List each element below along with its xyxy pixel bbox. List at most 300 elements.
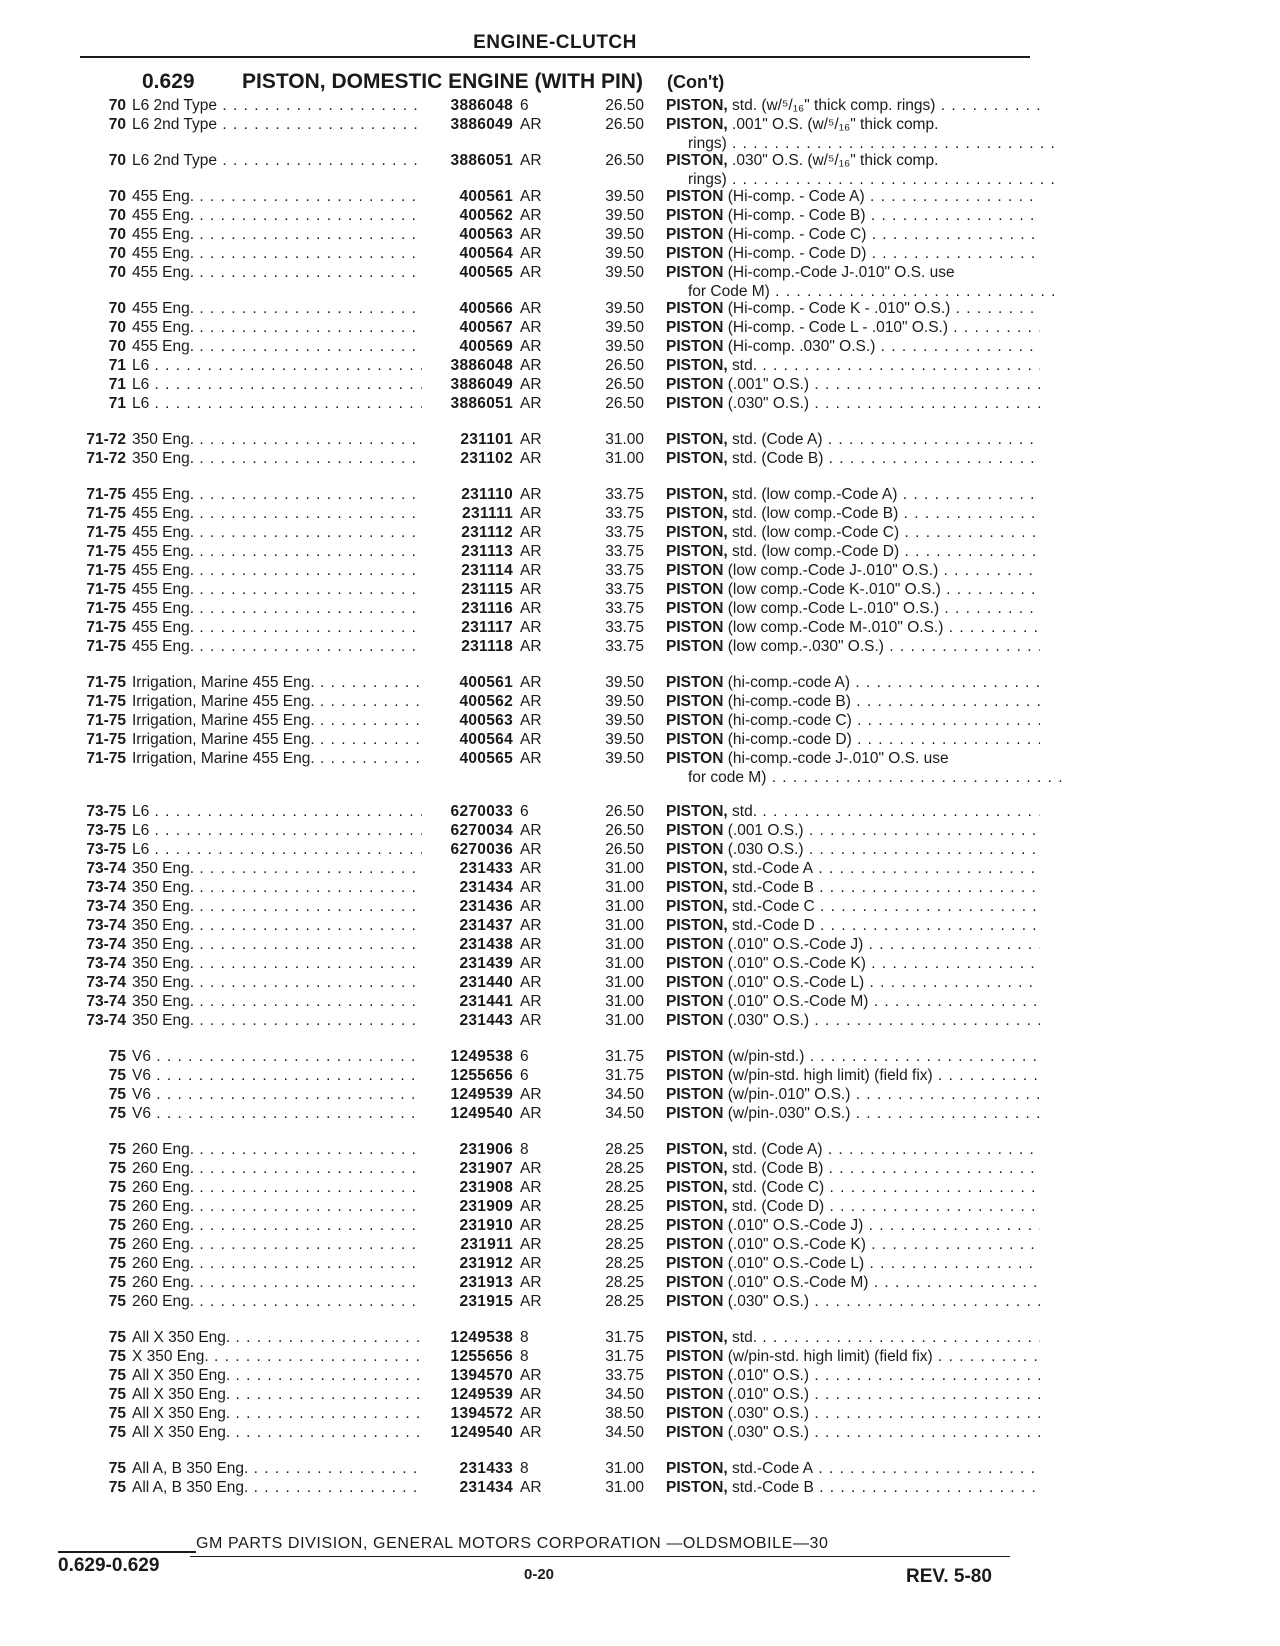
- quantity: AR: [520, 917, 542, 934]
- model-year: 75: [108, 1048, 126, 1065]
- description-detail: (Hi-comp. - Code A): [723, 188, 865, 205]
- description-detail: (.001" O.S.): [723, 376, 810, 393]
- description-detail: std. (low comp.-Code B): [727, 505, 899, 522]
- quantity: AR: [520, 1367, 542, 1384]
- model-year: 71-75: [86, 505, 126, 522]
- application: L6 . . .: [132, 802, 422, 821]
- section-continued: (Con't): [666, 72, 725, 92]
- part-row: [0, 1459, 1280, 1478]
- description-keyword: PISTON: [666, 376, 724, 393]
- description-keyword: PISTON: [666, 395, 724, 412]
- part-number: 231114: [461, 562, 513, 579]
- description-keyword: PISTON: [666, 1405, 724, 1422]
- application: 455 Eng. . . .: [132, 599, 422, 618]
- quantity: AR: [520, 376, 542, 393]
- part-number: 1255656: [450, 1067, 513, 1084]
- quantity: AR: [520, 993, 542, 1010]
- description: [666, 1478, 1040, 1497]
- description: [666, 504, 1040, 523]
- quantity: AR: [520, 338, 542, 355]
- description: [666, 1459, 1040, 1478]
- description-keyword: PISTON: [666, 1293, 724, 1310]
- description-detail: (w/pin-.010" O.S.): [723, 1086, 851, 1103]
- description-keyword: PISTON,: [666, 1479, 728, 1496]
- part-row: [0, 1085, 1280, 1104]
- part-row: [0, 599, 1280, 618]
- page-title: ENGINE-CLUTCH: [473, 32, 637, 53]
- description: [666, 599, 1040, 618]
- model-year: 70: [108, 97, 126, 114]
- model-year: 71-72: [86, 431, 126, 448]
- description-detail: (.010" O.S.-Code L): [723, 974, 865, 991]
- description: [666, 840, 1040, 859]
- description-detail: .030" O.S. (w/⁵/₁₆" thick comp.: [727, 152, 939, 169]
- description: [666, 1404, 1040, 1423]
- description: [666, 821, 1040, 840]
- part-number: 3886049: [450, 116, 513, 133]
- price: 26.50: [605, 357, 644, 374]
- description-detail: (.010" O.S.-Code M): [723, 1274, 869, 1291]
- part-row: [0, 821, 1280, 840]
- description-detail: (.030" O.S.): [723, 395, 810, 412]
- price: 33.75: [605, 543, 644, 560]
- price: 39.50: [605, 319, 644, 336]
- price: 28.25: [605, 1198, 644, 1215]
- price: 33.75: [605, 524, 644, 541]
- part-number: 400565: [459, 264, 513, 281]
- price: 33.75: [605, 581, 644, 598]
- part-row: [0, 542, 1280, 561]
- description-keyword: PISTON,: [666, 116, 728, 133]
- description: [666, 1011, 1040, 1030]
- application: Irrigation, Marine 455 Eng. . . .: [132, 730, 422, 749]
- quantity: AR: [520, 1386, 542, 1403]
- model-year: 71-75: [86, 619, 126, 636]
- application: 350 Eng. . . .: [132, 935, 422, 954]
- part-number: 1249539: [450, 1386, 513, 1403]
- description-detail: std.-Code D: [727, 917, 815, 934]
- description-keyword: PISTON,: [666, 505, 728, 522]
- description-detail: (low comp.-Code L-.010" O.S.): [723, 600, 940, 617]
- part-row: [0, 96, 1280, 115]
- model-year: 75: [108, 1105, 126, 1122]
- description-keyword: PISTON: [666, 1217, 724, 1234]
- part-number: 231907: [459, 1160, 513, 1177]
- part-number: 1249538: [450, 1048, 513, 1065]
- quantity: AR: [520, 936, 542, 953]
- application: 260 Eng. . . .: [132, 1140, 422, 1159]
- model-year: 70: [108, 207, 126, 224]
- price: 26.50: [605, 822, 644, 839]
- application: 455 Eng. . . .: [132, 187, 422, 206]
- price: 31.00: [605, 860, 644, 877]
- part-row: [0, 637, 1280, 656]
- model-year: 75: [108, 1255, 126, 1272]
- description-detail: (low comp.-Code K-.010" O.S.): [723, 581, 941, 598]
- part-row: [0, 1104, 1280, 1123]
- part-row: [0, 263, 1280, 282]
- price: 31.00: [605, 993, 644, 1010]
- application: L6 2nd Type . . .: [132, 151, 422, 170]
- model-year: 73-74: [86, 860, 126, 877]
- price: 34.50: [605, 1386, 644, 1403]
- model-year: 71-75: [86, 750, 126, 767]
- description: [666, 935, 1040, 954]
- part-row: [0, 299, 1280, 318]
- description-detail: std. (Code C): [727, 1179, 825, 1196]
- part-number: 231111: [462, 505, 513, 522]
- application: All A, B 350 Eng. . . .: [132, 1459, 422, 1478]
- price: 31.00: [605, 879, 644, 896]
- application: L6 2nd Type . . .: [132, 115, 422, 134]
- model-year: 75: [108, 1424, 126, 1441]
- description: [666, 299, 1040, 318]
- part-row: [0, 1478, 1280, 1497]
- model-year: 73-75: [86, 841, 126, 858]
- description-keyword: PISTON: [666, 1348, 724, 1365]
- part-row: [0, 1254, 1280, 1273]
- part-number: 6270033: [450, 803, 513, 820]
- price: 31.00: [605, 974, 644, 991]
- description: [666, 1159, 1040, 1178]
- model-year: 71-75: [86, 712, 126, 729]
- description-keyword: PISTON: [666, 619, 724, 636]
- part-number: 231438: [459, 936, 513, 953]
- part-number: 1249540: [450, 1105, 513, 1122]
- part-row: [0, 673, 1280, 692]
- part-number: 400565: [459, 750, 513, 767]
- part-row: [0, 115, 1280, 134]
- part-row: [0, 878, 1280, 897]
- description-keyword: PISTON: [666, 955, 724, 972]
- part-number: 231908: [459, 1179, 513, 1196]
- price: 31.00: [605, 1479, 644, 1496]
- model-year: 70: [108, 116, 126, 133]
- description-keyword: PISTON: [666, 674, 724, 691]
- description-continuation: [0, 134, 1280, 151]
- model-year: 75: [108, 1329, 126, 1346]
- description-keyword: PISTON,: [666, 357, 728, 374]
- quantity: AR: [520, 581, 542, 598]
- application: Irrigation, Marine 455 Eng. . . .: [132, 673, 422, 692]
- description: [666, 954, 1040, 973]
- application: 455 Eng. . . .: [132, 523, 422, 542]
- description-keyword: PISTON: [666, 731, 724, 748]
- description-keyword: PISTON,: [666, 1460, 728, 1477]
- price: 31.75: [605, 1048, 644, 1065]
- part-row: [0, 711, 1280, 730]
- quantity: AR: [520, 486, 542, 503]
- model-year: 75: [108, 1236, 126, 1253]
- part-row: [0, 954, 1280, 973]
- quantity: AR: [520, 245, 542, 262]
- description: [666, 1216, 1040, 1235]
- application: 455 Eng. . . .: [132, 561, 422, 580]
- part-number: 231433: [459, 860, 513, 877]
- footer-code-range: 0.629-0.629: [58, 1551, 196, 1577]
- description-detail: (.010" O.S.-Code K): [723, 1236, 866, 1253]
- part-row: [0, 1178, 1280, 1197]
- description: [666, 206, 1040, 225]
- price: 31.00: [605, 431, 644, 448]
- description-detail: (.010" O.S.-Code L): [723, 1255, 865, 1272]
- part-row: [0, 356, 1280, 375]
- description-keyword: PISTON: [666, 1274, 724, 1291]
- model-year: 70: [108, 300, 126, 317]
- application: 455 Eng. . . .: [132, 299, 422, 318]
- model-year: 71-75: [86, 674, 126, 691]
- part-number: 6270034: [450, 822, 513, 839]
- row-spacer: [0, 1311, 1280, 1328]
- quantity: 8: [520, 1460, 529, 1477]
- row-spacer: [0, 413, 1280, 430]
- quantity: AR: [520, 955, 542, 972]
- description-detail: (.030" O.S.): [723, 1293, 810, 1310]
- application: 260 Eng. . . .: [132, 1197, 422, 1216]
- price: 26.50: [605, 376, 644, 393]
- description-keyword: PISTON: [666, 1424, 724, 1441]
- part-number: 400564: [459, 245, 513, 262]
- description: [666, 1197, 1040, 1216]
- application: 260 Eng. . . .: [132, 1254, 422, 1273]
- part-row: [0, 1216, 1280, 1235]
- section-title: [142, 70, 724, 94]
- quantity: AR: [520, 1086, 542, 1103]
- part-number: 231911: [460, 1236, 513, 1253]
- quantity: AR: [520, 431, 542, 448]
- quantity: AR: [520, 841, 542, 858]
- part-number: 6270036: [450, 841, 513, 858]
- application: 455 Eng. . . .: [132, 244, 422, 263]
- description: [666, 542, 1040, 561]
- model-year: 71-75: [86, 524, 126, 541]
- row-spacer: [0, 656, 1280, 673]
- quantity: AR: [520, 264, 542, 281]
- quantity: AR: [520, 1217, 542, 1234]
- description-detail: (.030" O.S.): [723, 1424, 810, 1441]
- description-keyword: PISTON: [666, 226, 724, 243]
- part-row: [0, 1011, 1280, 1030]
- description-continuation: [0, 282, 1280, 299]
- part-number: 1249540: [450, 1424, 513, 1441]
- part-number: 1249538: [450, 1329, 513, 1346]
- price: 31.75: [605, 1329, 644, 1346]
- part-row: [0, 430, 1280, 449]
- quantity: AR: [520, 1236, 542, 1253]
- page-header: [80, 32, 1030, 58]
- description-keyword: PISTON: [666, 712, 724, 729]
- part-row: [0, 151, 1280, 170]
- part-row: [0, 1066, 1280, 1085]
- price: 39.50: [605, 207, 644, 224]
- description-keyword: PISTON,: [666, 1160, 728, 1177]
- application: 350 Eng. . . .: [132, 878, 422, 897]
- model-year: 75: [108, 1179, 126, 1196]
- part-row: [0, 897, 1280, 916]
- part-number: 231102: [460, 450, 513, 467]
- description-keyword: PISTON: [666, 300, 724, 317]
- description: [666, 1273, 1040, 1292]
- row-spacer: [0, 1030, 1280, 1047]
- description-keyword: PISTON,: [666, 1141, 728, 1158]
- quantity: AR: [520, 693, 542, 710]
- part-row: [0, 206, 1280, 225]
- section-code: 0.629: [142, 70, 195, 93]
- description-keyword: PISTON,: [666, 1179, 728, 1196]
- description-detail: (.030" O.S.): [723, 1405, 810, 1422]
- description-keyword: PISTON: [666, 822, 724, 839]
- description: [666, 337, 1040, 356]
- part-number: 231110: [461, 486, 513, 503]
- model-year: 71-75: [86, 562, 126, 579]
- description-keyword: PISTON,: [666, 152, 728, 169]
- description-keyword: PISTON: [666, 936, 724, 953]
- application: 260 Eng. . . .: [132, 1216, 422, 1235]
- part-number: 231909: [459, 1198, 513, 1215]
- description: [666, 618, 1040, 637]
- application: All X 350 Eng. . . .: [132, 1404, 422, 1423]
- model-year: 75: [108, 1086, 126, 1103]
- quantity: AR: [520, 1424, 542, 1441]
- price: 33.75: [605, 619, 644, 636]
- description-detail: (.010" O.S.-Code K): [723, 955, 866, 972]
- description-keyword: PISTON: [666, 638, 724, 655]
- description-detail: std. (low comp.-Code A): [727, 486, 898, 503]
- description-keyword: PISTON,: [666, 524, 728, 541]
- description: [666, 1047, 1040, 1066]
- part-number: 400569: [459, 338, 513, 355]
- description: [666, 1104, 1040, 1123]
- description-detail: (w/pin-std. high limit) (field fix): [723, 1067, 933, 1084]
- description-keyword: PISTON: [666, 1086, 724, 1103]
- quantity: AR: [520, 505, 542, 522]
- description: [666, 430, 1040, 449]
- parts-list: [0, 96, 1280, 1497]
- model-year: 71: [108, 376, 126, 393]
- description: [666, 749, 1040, 768]
- description: [666, 485, 1040, 504]
- application: 350 Eng. . . .: [132, 1011, 422, 1030]
- application: 350 Eng. . . .: [132, 449, 422, 468]
- description-detail: (Hi-comp. - Code K - .010" O.S.): [723, 300, 951, 317]
- description-detail: (hi-comp.-code J-.010" O.S. use: [723, 750, 949, 767]
- part-number: 231113: [461, 543, 513, 560]
- quantity: AR: [520, 674, 542, 691]
- section-name: PISTON, DOMESTIC ENGINE (WITH PIN): [242, 70, 643, 93]
- description-continuation-text: rings) . . .: [688, 134, 1062, 153]
- description-detail: std. (Code A): [727, 431, 823, 448]
- price: 26.50: [605, 395, 644, 412]
- part-row: [0, 580, 1280, 599]
- quantity: AR: [520, 1198, 542, 1215]
- application: Irrigation, Marine 455 Eng. . . .: [132, 749, 422, 768]
- part-number: 231101: [460, 431, 513, 448]
- quantity: AR: [520, 638, 542, 655]
- part-row: [0, 394, 1280, 413]
- price: 31.75: [605, 1067, 644, 1084]
- price: 33.75: [605, 562, 644, 579]
- price: 39.50: [605, 750, 644, 767]
- part-number: 231118: [461, 638, 513, 655]
- description: [666, 523, 1040, 542]
- part-number: 400561: [459, 674, 513, 691]
- price: 26.50: [605, 803, 644, 820]
- description: [666, 318, 1040, 337]
- description: [666, 1066, 1040, 1085]
- application: 455 Eng. . . .: [132, 263, 422, 282]
- application: All X 350 Eng. . . .: [132, 1366, 422, 1385]
- quantity: 6: [520, 1048, 529, 1065]
- part-number: 231912: [459, 1255, 513, 1272]
- model-year: 75: [108, 1141, 126, 1158]
- part-row: [0, 749, 1280, 768]
- model-year: 75: [108, 1293, 126, 1310]
- description-detail: (Hi-comp. - Code C): [723, 226, 867, 243]
- description-keyword: PISTON: [666, 207, 724, 224]
- part-row: [0, 1328, 1280, 1347]
- quantity: AR: [520, 1479, 542, 1496]
- model-year: 70: [108, 319, 126, 336]
- price: 39.50: [605, 226, 644, 243]
- description-detail: std. (low comp.-Code D): [727, 543, 900, 560]
- application: L6 . . .: [132, 840, 422, 859]
- description-keyword: PISTON: [666, 693, 724, 710]
- quantity: AR: [520, 319, 542, 336]
- model-year: 75: [108, 1367, 126, 1384]
- part-number: 231434: [459, 879, 513, 896]
- description-keyword: PISTON,: [666, 917, 728, 934]
- application: 455 Eng. . . .: [132, 337, 422, 356]
- model-year: 75: [108, 1405, 126, 1422]
- application: Irrigation, Marine 455 Eng. . . .: [132, 711, 422, 730]
- description: [666, 711, 1040, 730]
- part-row: [0, 992, 1280, 1011]
- model-year: 70: [108, 264, 126, 281]
- application: 350 Eng. . . .: [132, 973, 422, 992]
- quantity: AR: [520, 562, 542, 579]
- part-row: [0, 1197, 1280, 1216]
- price: 31.00: [605, 1460, 644, 1477]
- price: 33.75: [605, 1367, 644, 1384]
- description-detail: std.: [727, 803, 758, 820]
- description: [666, 692, 1040, 711]
- model-year: 71: [108, 395, 126, 412]
- price: 31.00: [605, 450, 644, 467]
- description-keyword: PISTON,: [666, 1329, 728, 1346]
- application: 455 Eng. . . .: [132, 206, 422, 225]
- application: 350 Eng. . . .: [132, 430, 422, 449]
- quantity: 6: [520, 1067, 529, 1084]
- description-detail: (hi-comp.-code C): [723, 712, 852, 729]
- description: [666, 730, 1040, 749]
- part-row: [0, 187, 1280, 206]
- description-keyword: PISTON: [666, 264, 724, 281]
- description-detail: .001" O.S. (w/⁵/₁₆" thick comp.: [727, 116, 939, 133]
- description: [666, 561, 1040, 580]
- quantity: AR: [520, 207, 542, 224]
- description: [666, 878, 1040, 897]
- part-row: [0, 225, 1280, 244]
- quantity: AR: [520, 395, 542, 412]
- description-keyword: PISTON: [666, 1067, 724, 1084]
- part-number: 231115: [461, 581, 513, 598]
- description: [666, 1366, 1040, 1385]
- model-year: 73-74: [86, 898, 126, 915]
- model-year: 73-75: [86, 803, 126, 820]
- part-number: 400562: [459, 207, 513, 224]
- model-year: 71-75: [86, 543, 126, 560]
- description-detail: std.: [727, 1329, 758, 1346]
